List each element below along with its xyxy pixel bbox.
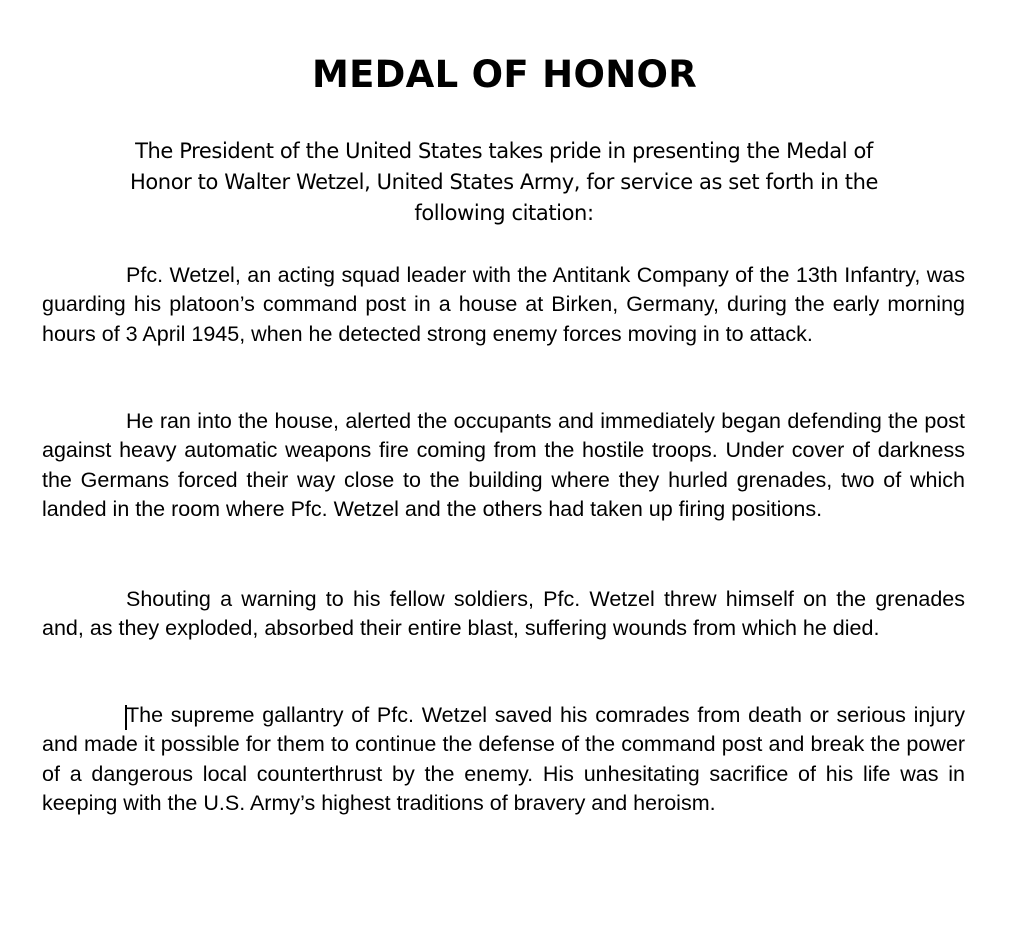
citation-paragraph: The supreme gallantry of Pfc. Wetzel saved his comrades from death or serious injury and made it possible for them to continue the defense of the command post and break the power of a dangerous local counterthrust by the enemy. His unhesitating sacrifice of his life was in keeping with the U.S. Army’s highest traditions of bravery and heroism. <box>42 703 965 815</box>
citation-paragraph: Pfc. Wetzel, an acting squad leader with the Antitank Company of the 13th Infantry, was guarding his platoon’s command post in a house at Birken, Germany, during the early morning hours of 3 April 1945, when he detected strong enemy forces moving in to attack. <box>42 263 965 346</box>
citation-intro: The President of the United States takes pride in presenting the Medal of Honor to Walter Wetzel, United States Army, for service as set forth in the following citation: <box>129 139 879 225</box>
document-title: MEDAL OF HONOR <box>311 53 698 96</box>
citation-paragraph: Shouting a warning to his fellow soldiers, Pfc. Wetzel threw himself on the grenades and, as they exploded, absorbed their entire blast, suffering wounds from which he died. <box>42 587 965 641</box>
text-cursor <box>125 705 127 730</box>
citation-paragraph: He ran into the house, alerted the occupants and immediately began defending the post against heavy automatic weapons fire coming from the hostile troops. Under cover of darkness the Germans forced their way close to the building where they hurled grenades, two of which landed in the room where Pfc. Wetzel and the others had taken up firing positions. <box>42 409 965 521</box>
